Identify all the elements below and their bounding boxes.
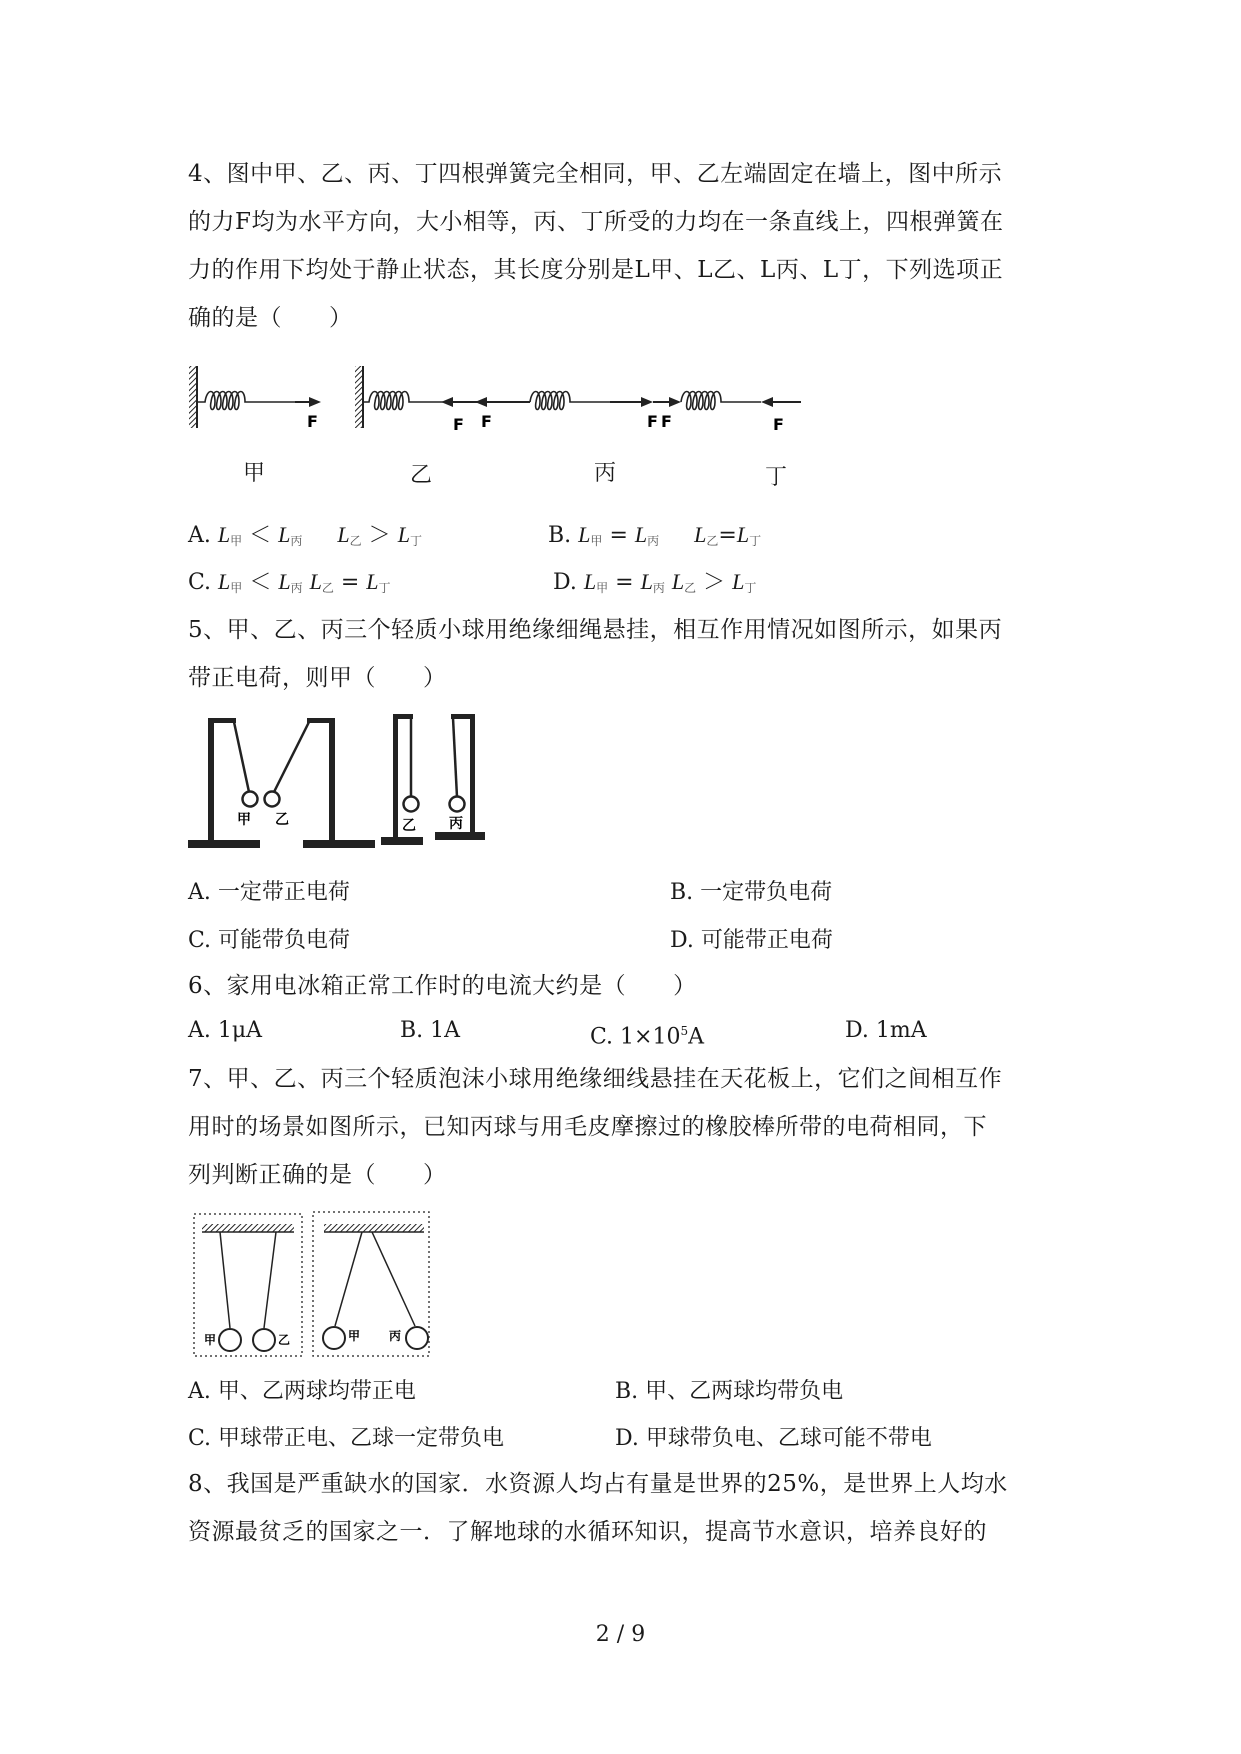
q7-ball-jia-1 [219, 1329, 241, 1351]
q4-option-b[interactable] [548, 515, 761, 561]
q4-option-b-key: B. [548, 523, 572, 548]
q8-line-2: 资源最贫乏的国家之一．了解地球的水循环知识，提高节水意识，培养良好的 [188, 1519, 987, 1545]
q4-option-a-l2: L [278, 522, 291, 547]
q4-option-a-s2: 丙 [290, 534, 303, 548]
q4-option-c-l1: L [218, 569, 231, 594]
yi-spring [363, 392, 443, 410]
q4-option-c-s4: 丁 [378, 581, 391, 595]
q4-option-b-s1: 甲 [590, 534, 603, 548]
q4-option-b-l2: L [634, 522, 648, 547]
q4-option-c-l3: L [309, 569, 322, 594]
ding-force-left-label: F [661, 412, 672, 431]
q7-line-1: 7、甲、乙、丙三个轻质泡沫小球用绝缘细线悬挂在天花板上，它们之间相互作 [188, 1066, 1003, 1092]
q4-option-d-l2: L [640, 569, 653, 594]
yi-force-label: F [453, 415, 464, 434]
q7-line-3: 列判断正确的是（ ） [188, 1162, 447, 1188]
q5-ball-yi-2 [404, 797, 419, 812]
q4-line-2: 的力F均为水平方向，大小相等，丙、丁所受的力均在一条直线上，四根弹簧在 [188, 209, 1004, 235]
q4-option-c-r1: ＜ [249, 570, 272, 595]
q4-option-a-key: A. [188, 523, 211, 548]
q6-option-c-unit: A [688, 1024, 704, 1050]
q7-option-d[interactable]: D. 甲球带负电、乙球可能不带电 [615, 1426, 932, 1451]
q4-option-b-s2: 丙 [647, 534, 660, 548]
q5-option-d[interactable]: D. 可能带正电荷 [670, 928, 833, 953]
q4-option-b-l4: L [736, 522, 750, 547]
q5-option-a[interactable]: A. 一定带正电荷 [188, 880, 350, 905]
q4-option-c[interactable] [188, 562, 391, 608]
ding-spring [681, 392, 761, 410]
q5-ball-yi-1 [265, 792, 280, 807]
q5-option-c[interactable]: C. 可能带负电荷 [188, 928, 351, 953]
q4-line-3: 力的作用下均处于静止状态，其长度分别是L甲、L乙、L丙、L丁，下列选项正 [188, 257, 1004, 283]
q6-option-d[interactable]: D. 1mA [845, 1018, 927, 1043]
q6-line: 6、家用电冰箱正常工作时的电流大约是（ ） [188, 973, 697, 999]
q4-option-d-s4: 丁 [744, 581, 757, 595]
q4-option-a-s1: 甲 [230, 534, 243, 548]
q5-line-1: 5、甲、乙、丙三个轻质小球用绝缘细绳悬挂，相互作用情况如图所示，如果丙 [188, 617, 1003, 643]
q7-option-c[interactable]: C. 甲球带正电、乙球一定带负电 [188, 1426, 505, 1451]
q6-option-c-base: C. 1×10 [590, 1024, 681, 1050]
jia-wall [189, 366, 197, 428]
q5-line-2: 带正电荷，则甲（ ） [188, 665, 447, 691]
q4-option-c-s3: 乙 [321, 581, 334, 595]
q6-option-b[interactable]: B. 1A [400, 1018, 461, 1043]
q4-option-c-key: C. [188, 570, 212, 595]
q5-label-yi-2: 乙 [402, 818, 416, 834]
jia-force-label: F [307, 412, 318, 431]
q4-option-b-s3: 乙 [706, 534, 719, 548]
q4-option-c-l4: L [366, 569, 379, 594]
q6-option-c-exponent: 5 [680, 1024, 689, 1038]
q4-option-a-l1: L [217, 522, 231, 547]
q6-option-c[interactable] [590, 1011, 704, 1057]
q4-option-b-l1: L [578, 522, 591, 547]
q5-ball-jia [243, 792, 258, 807]
q4-option-a-s3: 乙 [349, 534, 362, 548]
q5-label-yi-1: 乙 [275, 812, 289, 828]
q7-label-yi: 乙 [278, 1333, 291, 1347]
q7-ball-yi [253, 1329, 275, 1351]
q4-option-d-s1: 甲 [596, 581, 609, 595]
q4-option-a-l3: L [337, 522, 350, 547]
q4-option-d-l4: L [732, 569, 745, 594]
q5-label-jia: 甲 [237, 812, 251, 828]
q4-option-a-r2: ＞ [368, 523, 391, 548]
q4-option-a-s4: 丁 [409, 534, 422, 548]
q4-option-b-s4: 丁 [749, 534, 762, 548]
q7-pendulum-figure [192, 1210, 432, 1360]
bing-force-left-label: F [481, 412, 492, 431]
q4-option-a-l4: L [397, 522, 410, 547]
yi-wall [355, 366, 363, 428]
q7-option-b[interactable]: B. 甲、乙两球均带负电 [615, 1379, 844, 1404]
q4-option-a-r1: ＜ [249, 523, 272, 548]
q8-line-1: 8、我国是严重缺水的国家．水资源人均占有量是世界的25%，是世界上人均水 [188, 1471, 1008, 1497]
q4-option-d-s2: 丙 [652, 581, 665, 595]
q4-option-d-r2: ＞ [703, 570, 726, 595]
q7-ball-bing [406, 1327, 428, 1349]
q4-caption-ding: 丁 [765, 465, 788, 490]
q4-line-4: 确的是（ ） [188, 305, 353, 331]
bing-spring [530, 392, 610, 410]
q4-caption-bing: 丙 [594, 461, 617, 486]
q4-option-c-r2: = [340, 570, 360, 595]
q4-option-d-s3: 乙 [684, 581, 697, 595]
q4-option-d[interactable] [553, 562, 756, 608]
q5-label-bing: 丙 [449, 816, 463, 832]
q4-option-b-r2: = [718, 523, 737, 548]
q4-spring-figure [185, 360, 885, 440]
q4-option-b-r1: = [609, 523, 628, 548]
q7-label-jia-1: 甲 [204, 1333, 217, 1347]
q4-option-d-r1: = [615, 570, 634, 595]
q5-option-b[interactable]: B. 一定带负电荷 [670, 880, 833, 905]
q7-line-2: 用时的场景如图所示，已知丙球与用毛皮摩擦过的橡胶棒所带的电荷相同，下 [188, 1114, 987, 1140]
q4-option-c-l2: L [278, 569, 291, 594]
q7-label-jia-2: 甲 [348, 1329, 361, 1343]
q4-option-c-s1: 甲 [230, 581, 243, 595]
jia-spring [197, 392, 295, 410]
q4-option-d-key: D. [553, 570, 577, 595]
page-number: 2 / 9 [595, 1622, 646, 1647]
q4-caption-yi: 乙 [410, 463, 433, 488]
q4-option-d-l1: L [583, 569, 597, 594]
q7-label-bing: 丙 [389, 1329, 402, 1343]
q6-option-a[interactable]: A. 1μA [188, 1018, 263, 1043]
q4-caption-jia: 甲 [243, 461, 266, 486]
q4-option-b-l3: L [694, 522, 707, 547]
q7-ball-jia-2 [323, 1327, 345, 1349]
q7-option-a[interactable]: A. 甲、乙两球均带正电 [188, 1379, 416, 1404]
q5-pendulum-figure [185, 712, 505, 857]
q5-ball-bing [450, 797, 465, 812]
q4-line-1: 4、图中甲、乙、丙、丁四根弹簧完全相同，甲、乙左端固定在墙上，图中所示 [188, 161, 1003, 187]
q4-option-c-s2: 丙 [290, 581, 303, 595]
ding-force-right-label: F [773, 415, 784, 434]
bing-force-right-label: F [647, 412, 658, 431]
q4-option-d-l3: L [671, 569, 685, 594]
q4-option-a[interactable] [188, 515, 422, 561]
